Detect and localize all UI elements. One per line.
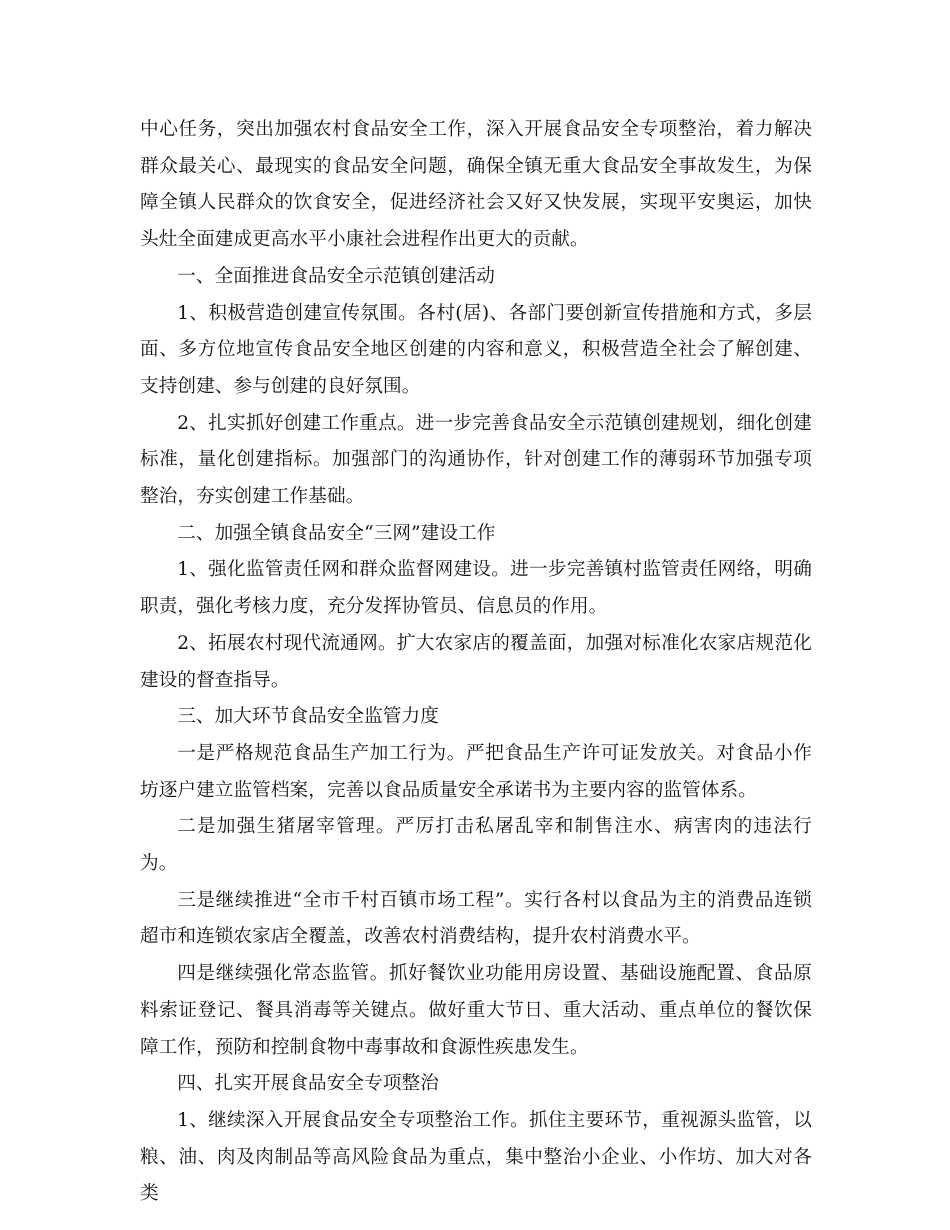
body-paragraph: 二是加强生猪屠宰管理。严厉打击私屠乱宰和制售注水、病害肉的违法行为。: [140, 816, 812, 875]
document-body: [140, 112, 812, 1213]
body-paragraph: 四是继续强化常态监管。抓好餐饮业功能用房设置、基础设施配置、食品原料索证登记、餐具消毒等关键点。做好重大节日、重大活动、重点单位的餐饮保障工作，预防和控制食物中毒事故和食源性疾患发生。: [140, 963, 812, 1058]
section-heading-2: 二、加强全镇食品安全“三网”建设工作: [177, 522, 496, 544]
body-paragraph: 1、继续深入开展食品安全专项整治工作。抓住主要环节，重视源头监管，以粮、油、肉及肉制品等高风险食品为重点，集中整治小企业、小作坊、加大对各类: [140, 1109, 812, 1205]
body-paragraph-continuation: 中心任务，突出加强农村食品安全工作，深入开展食品安全专项整治，着力解决群众最关心、最现实的食品安全问题，确保全镇无重大食品安全事故发生，为保障全镇人民群众的饮食安全，促进经济社会又好又快发展，实现平安奥运，加快头灶全面建成更高水平小康社会进程作出更大的贡献。: [140, 119, 812, 251]
section-heading-1: 一、全面推进食品安全示范镇创建活动: [177, 265, 495, 287]
body-paragraph: 2、扎实抓好创建工作重点。进一步完善食品安全示范镇创建规划，细化创建标准，量化创建指标。加强部门的沟通协作，针对创建工作的薄弱环节加强专项整治，夯实创建工作基础。: [140, 412, 812, 508]
body-paragraph: 一是严格规范食品生产加工行为。严把食品生产许可证发放关。对食品小作坊逐户建立监管档案，完善以食品质量安全承诺书为主要内容的监管体系。: [140, 742, 812, 801]
section-heading-4: 四、扎实开展食品安全专项整治: [177, 1073, 439, 1095]
section-heading-3: 三、加大环节食品安全监管力度: [177, 706, 439, 728]
body-paragraph: 1、强化监管责任网和群众监督网建设。进一步完善镇村监管责任网络，明确职责，强化考核力度，充分发挥协管员、信息员的作用。: [140, 559, 812, 618]
body-paragraph: 2、拓展农村现代流通网。扩大农家店的覆盖面，加强对标准化农家店规范化建设的督查指导。: [140, 632, 812, 691]
body-paragraph: 1、积极营造创建宣传氛围。各村(居)、各部门要创新宣传措施和方式，多层面、多方位地宣传食品安全地区创建的内容和意义，积极营造全社会了解创建、支持创建、参与创建的良好氛围。: [140, 302, 812, 397]
body-paragraph: 三是继续推进“全市千村百镇市场工程”。实行各村以食品为主的消费品连锁超市和连锁农家店全覆盖，改善农村消费结构，提升农村消费水平。: [140, 889, 812, 948]
